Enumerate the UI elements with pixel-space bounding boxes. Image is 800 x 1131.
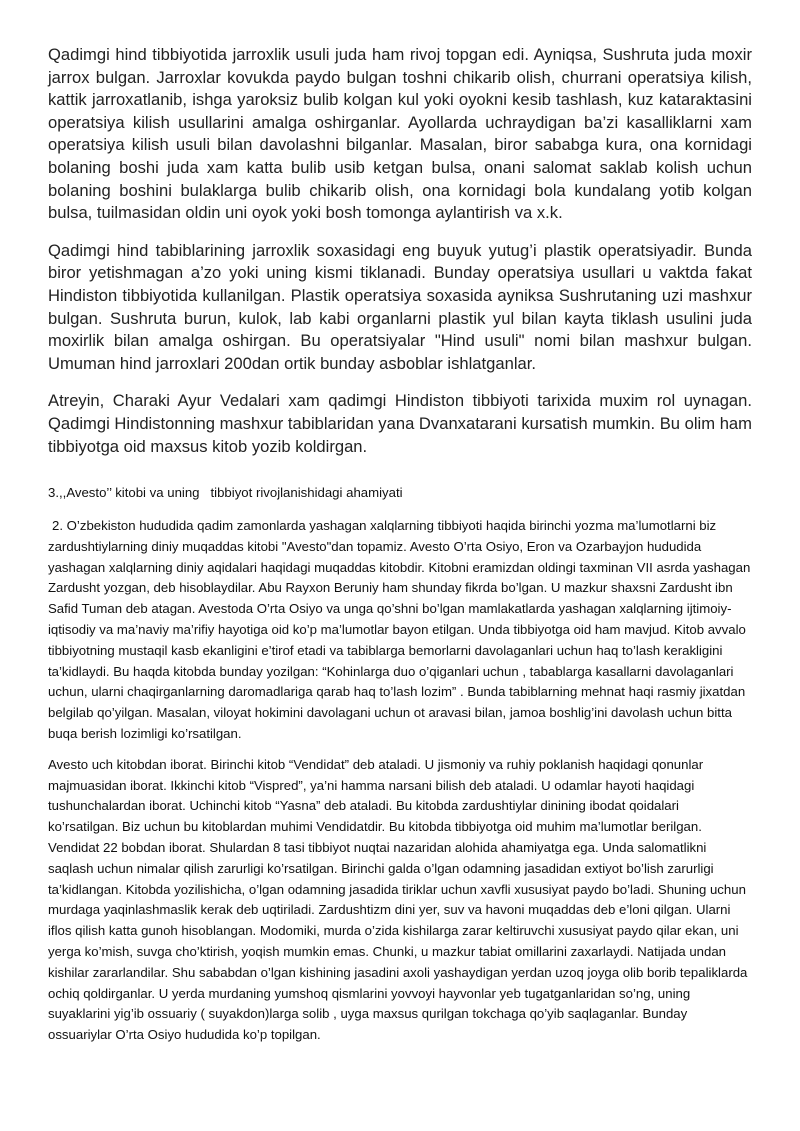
section-heading: 3.,,Avesto’’ kitobi va uning tibbiyot rivojlanishidagi ahamiyati [48,485,403,501]
paragraph-ayurveda: Atreyin, Charaki Ayur Vedalari xam qadimgi Hindiston tibbiyoti tarixida muxim rol uynagan. Qadimgi Hindistonning mashxur tabiblaridan yana Dvanxatarani kursatish mumkin. Bu olim ham tibbiyotga oid maxsus kitob yozib koldirgan. [48,391,752,456]
document-page [48,44,752,1056]
paragraph-plastic-surgery: Qadimgi hind tabiblarining jarroxlik soxasidagi eng buyuk yutug’i plastik operatsiyadir. Bunda biror yetishmagan a’zo yoki uning kismi tiklanadi. Bunday operatsiya usullari u vaktda fakat Hindiston tibbiyotida kullanilgan. Plastik operatsiya soxasida ayniksa Sushrutaning uzi mashxur bulgan. Sushruta burun, kulok, lab kabi organlarni plastik yul bilan kayta tiklash usulini juda moxirlik bilan amalga oshirgan. Bu operatsiyalar "Hind usuli" nomi bilan mashxur bulgan. Umuman hind jarroxlari 200dan ortik bunday asboblar ishlatganlar. [48,240,752,373]
paragraph-avesto-intro: 2. O’zbekiston hududida qadim zamonlarda yashagan xalqlarning tibbiyoti haqida birinchi yozma ma’lumotlarni biz zardushtiylarning diniy muqaddas kitobi "Avesto"dan topamiz. Avesto O’rta Osiyo, Eron va Ozarbayjon hududida yashagan xalqlarning diniy aqidalari haqidagi muqaddas kitobdir. Kitobni eramizdan oldingi taxminan VII asrda yashagan Zardusht yozgan, deb hisoblaydilar. Abu Rayxon Beruniy ham shunday fikrda bo’lgan. U mazkur shaxsni Zardusht ibn Safid Tuman deb atagan. Avestoda O’rta Osiyo va unga qo’shni bo’lgan mamlakatlarda yashagan xalqlarning ijtimoiy-iqtisodiy va ma’naviy ma’rifiy hayotiga oid ko’p ma’lumotlar bayon etilgan. Unda tibbiyotga oid ham mavjud. Kitob avvalo tibbiyotning mustaqil kasb ekanligini e’tirof etadi va tabiblarga bemorlarni davolaganlari uchun haq to’lash kerakligini ta’kidlaydi. Bu haqda kitobda bunday yozilgan: “Kohinlarga duo o’qiganlari uchun , tabablarga kasallarni davolaganlari uchun, ularni chaqirganlarning daromadlariga qarab haq to’lash lozim” . Bunda tabiblarning mehnat haqi rasmiy jixatdan belgilab qo’yilgan. Masalan, viloyat hokimini davolagani uchun ot aravasi bilan, jamoa boshlig’ini davolash uchun bitta buqa berish lozimligi ko’rsatilgan. [48,518,751,742]
paragraph-avesto-books: Avesto uch kitobdan iborat. Birinchi kitob “Vendidat” deb ataladi. U jismoniy va ruhiy poklanish haqidagi qonunlar majmuasidan iborat. Ikkinchi kitob “Vispred”, ya’ni hamma narsani bilish deb ataladi. U odamlar hayoti haqidagi tushunchalardan iborat. Uchinchi kitob “Yasna” deb ataladi. Bu kitobda zardushtiylar dinining ibodat qoidalari ko’rsatilgan. Biz uchun bu kitoblardan muhimi Vendidatdir. Bu kitobda tibbiyotga oid muhim ma’lumotlar berilgan. Vendidat 22 bobdan iborat. Shulardan 8 tasi tibbiyot nuqtai nazaridan alohida ahamiyatga ega. Unda salomatlikni saqlash uchun nimalar qilish zarurligi ko’rsatilgan. Birinchi galda o’lgan odamning jasadidan extiyot bo’lish zarurligi ta’kidlangan. Kitobda yozilishicha, o’lgan odamning jasadida tiriklar uchun xavfli xususiyat paydo bo’ladi. Shuning uchun murdaga yaqinlashmaslik kerak deb uqtiriladi. Zardushtizm dini yer, suv va havoni muqaddas deb e’loni qilgan. Ularni iflos qilish katta gunoh hisoblangan. Modomiki, murda o’zida kishilarga zarar keltiruvchi xususiyat paydo qilar ekan, uni yerga ko’mish, suvga cho’ktirish, yoqish mumkin emas. Chunki, u mazkur tabiat omillarini zaxarlaydi. Natijada undan kishilar zararlandilar. Shu sababdan o’lgan kishining jasadini axoli yashaydigan yerdan uzoq joyga olib borib tepaliklarda ochiq qoldirganlar. U yerda murdaning yumshoq qismlarini yovvoyi hayvonlar yeb tugatganlaridan so’ng, uning suyaklarini yig’ib ossuariy ( suyakdon)larga solib , uyga maxsus qurilgan tokchaga qo’yib saqlaganlar. Bunday ossuariylar O’rta Osiyo hududida ko’p topilgan. [48,756,748,1043]
paragraph-hindu-surgery: Qadimgi hind tibbiyotida jarroxlik usuli juda ham rivoj topgan edi. Ayniqsa, Sushruta juda moxir jarrox bulgan. Jarroxlar kovukda paydo bulgan toshni chikarib olish, churrani operatsiya kilish, kattik jarroxatlanib, ishga yaroksiz bulib kolgan kul yoki oyokni kesib tashlash, kuz kataraktasini operatsiya kilish usullarini amalga oshirganlar. Ayollarda uchraydigan ba’zi kasalliklarni xam operatsiya kilish usuli bilan davolashni bilganlar. Masalan, biror sababga kura, ona kornidagi bolaning boshi juda xam katta bulib usib ketgan bulsa, onani salomat saklab kolish uchun bolaning boshini bulaklarga bulib chikarib olish, ona kornidagi bola kundalang yotib kolgan bulsa, tuilmasidan oldin uni oyok yoki bosh tomonga aylantirish va x.k. [48,45,752,223]
